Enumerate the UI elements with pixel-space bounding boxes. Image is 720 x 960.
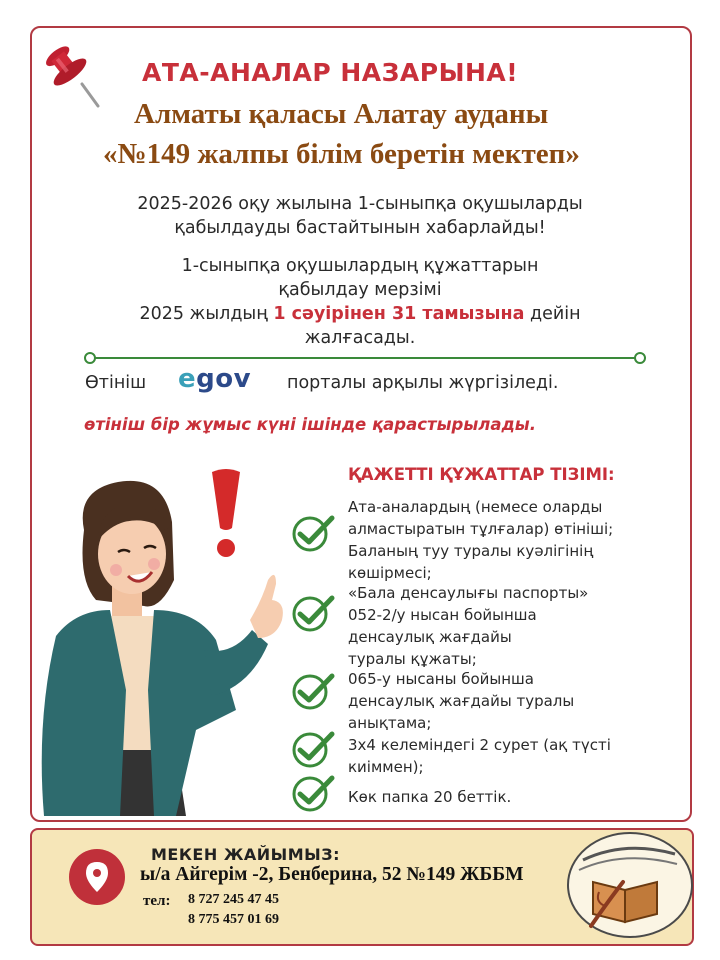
document-item-4	[348, 734, 678, 778]
phone-label: тел:	[143, 893, 171, 909]
period-year: 2025 жылдың	[139, 304, 268, 324]
documents-title: ҚАЖЕТТІ ҚҰЖАТТАР ТІЗІМІ:	[348, 465, 615, 484]
document-line: Ата-аналардың (немесе оларды	[348, 498, 603, 516]
announcement	[40, 192, 680, 240]
admission-period	[40, 254, 680, 350]
document-line: көшірмесі;	[348, 564, 432, 582]
document-line: денсаулық жағдайы туралы	[348, 692, 575, 710]
document-line: Көк папка 20 беттік.	[348, 788, 512, 806]
egov-post-text: порталы арқылы жүргізіледі.	[287, 373, 559, 393]
document-line: «Бала денсаулығы паспорты»	[348, 584, 589, 602]
divider-dot-left	[84, 352, 96, 364]
divider-dot-right	[634, 352, 646, 364]
document-line: 065-у нысаны бойынша	[348, 670, 534, 688]
egov-logo-text: gov	[196, 364, 252, 394]
document-line: 052-2/у нысан бойынша	[348, 606, 537, 624]
pushpin-icon	[38, 40, 110, 112]
checkmark-icon	[290, 774, 336, 814]
announcement-line1: 2025-2026 оқу жылына 1-сыныпқа оқушыларды	[137, 194, 583, 214]
document-line: киіммен);	[348, 758, 424, 776]
review-note: өтініш бір жұмыс күні ішінде қарастырылады.	[84, 415, 536, 434]
period-line3	[40, 302, 680, 326]
period-line4: жалғасады.	[304, 328, 416, 348]
egov-logo	[178, 364, 251, 394]
page-heading: АТА-АНАЛАР НАЗАРЫНА!	[142, 58, 519, 87]
document-line: 3х4 келеміндегі 2 сурет (ақ түсті	[348, 736, 611, 754]
school-name-line2: «№149 жалпы білім беретін мектеп»	[103, 138, 580, 170]
period-until: дейін	[529, 304, 581, 324]
phone-number-1: 8 727 245 47 45	[188, 892, 279, 907]
document-line: анықтама;	[348, 714, 432, 732]
divider-line	[88, 357, 640, 359]
checkmark-icon	[290, 730, 336, 770]
period-dates: 1 сәуірінен 31 тамызына	[273, 304, 525, 324]
checkmark-icon	[290, 594, 336, 634]
address-label: МЕКЕН ЖАЙЫМЫЗ:	[151, 845, 341, 864]
period-line2: қабылдау мерзімі	[278, 280, 442, 300]
document-item-3	[348, 668, 678, 734]
egov-pre-text: Өтініш	[85, 373, 147, 393]
phone-number-2: 8 775 457 01 69	[188, 912, 279, 927]
document-line: денсаулық жағдайы	[348, 628, 512, 646]
announcement-line2: қабылдауды бастайтынын хабарлайды!	[174, 218, 546, 238]
document-item-5	[348, 786, 678, 808]
book-quill-icon	[565, 830, 695, 940]
school-name-line1: Алматы қаласы Алатау ауданы	[134, 98, 549, 130]
address-text: ы/а Айгерім -2, Бенберина, 52 №149 ЖББМ	[140, 864, 524, 885]
egov-logo-e: e	[178, 364, 197, 394]
checkmark-icon	[290, 514, 336, 554]
document-line: Баланың туу туралы куәлігінің	[348, 542, 594, 560]
location-pin-icon	[68, 848, 126, 906]
document-item-2	[348, 582, 678, 670]
document-line: туралы құжаты;	[348, 650, 477, 668]
period-line1: 1-сыныпқа оқушылардың құжаттарын	[181, 256, 539, 276]
checkmark-icon	[290, 672, 336, 712]
document-line: алмастыратын тұлғалар) өтініші;	[348, 520, 614, 538]
document-item-1	[348, 496, 678, 584]
